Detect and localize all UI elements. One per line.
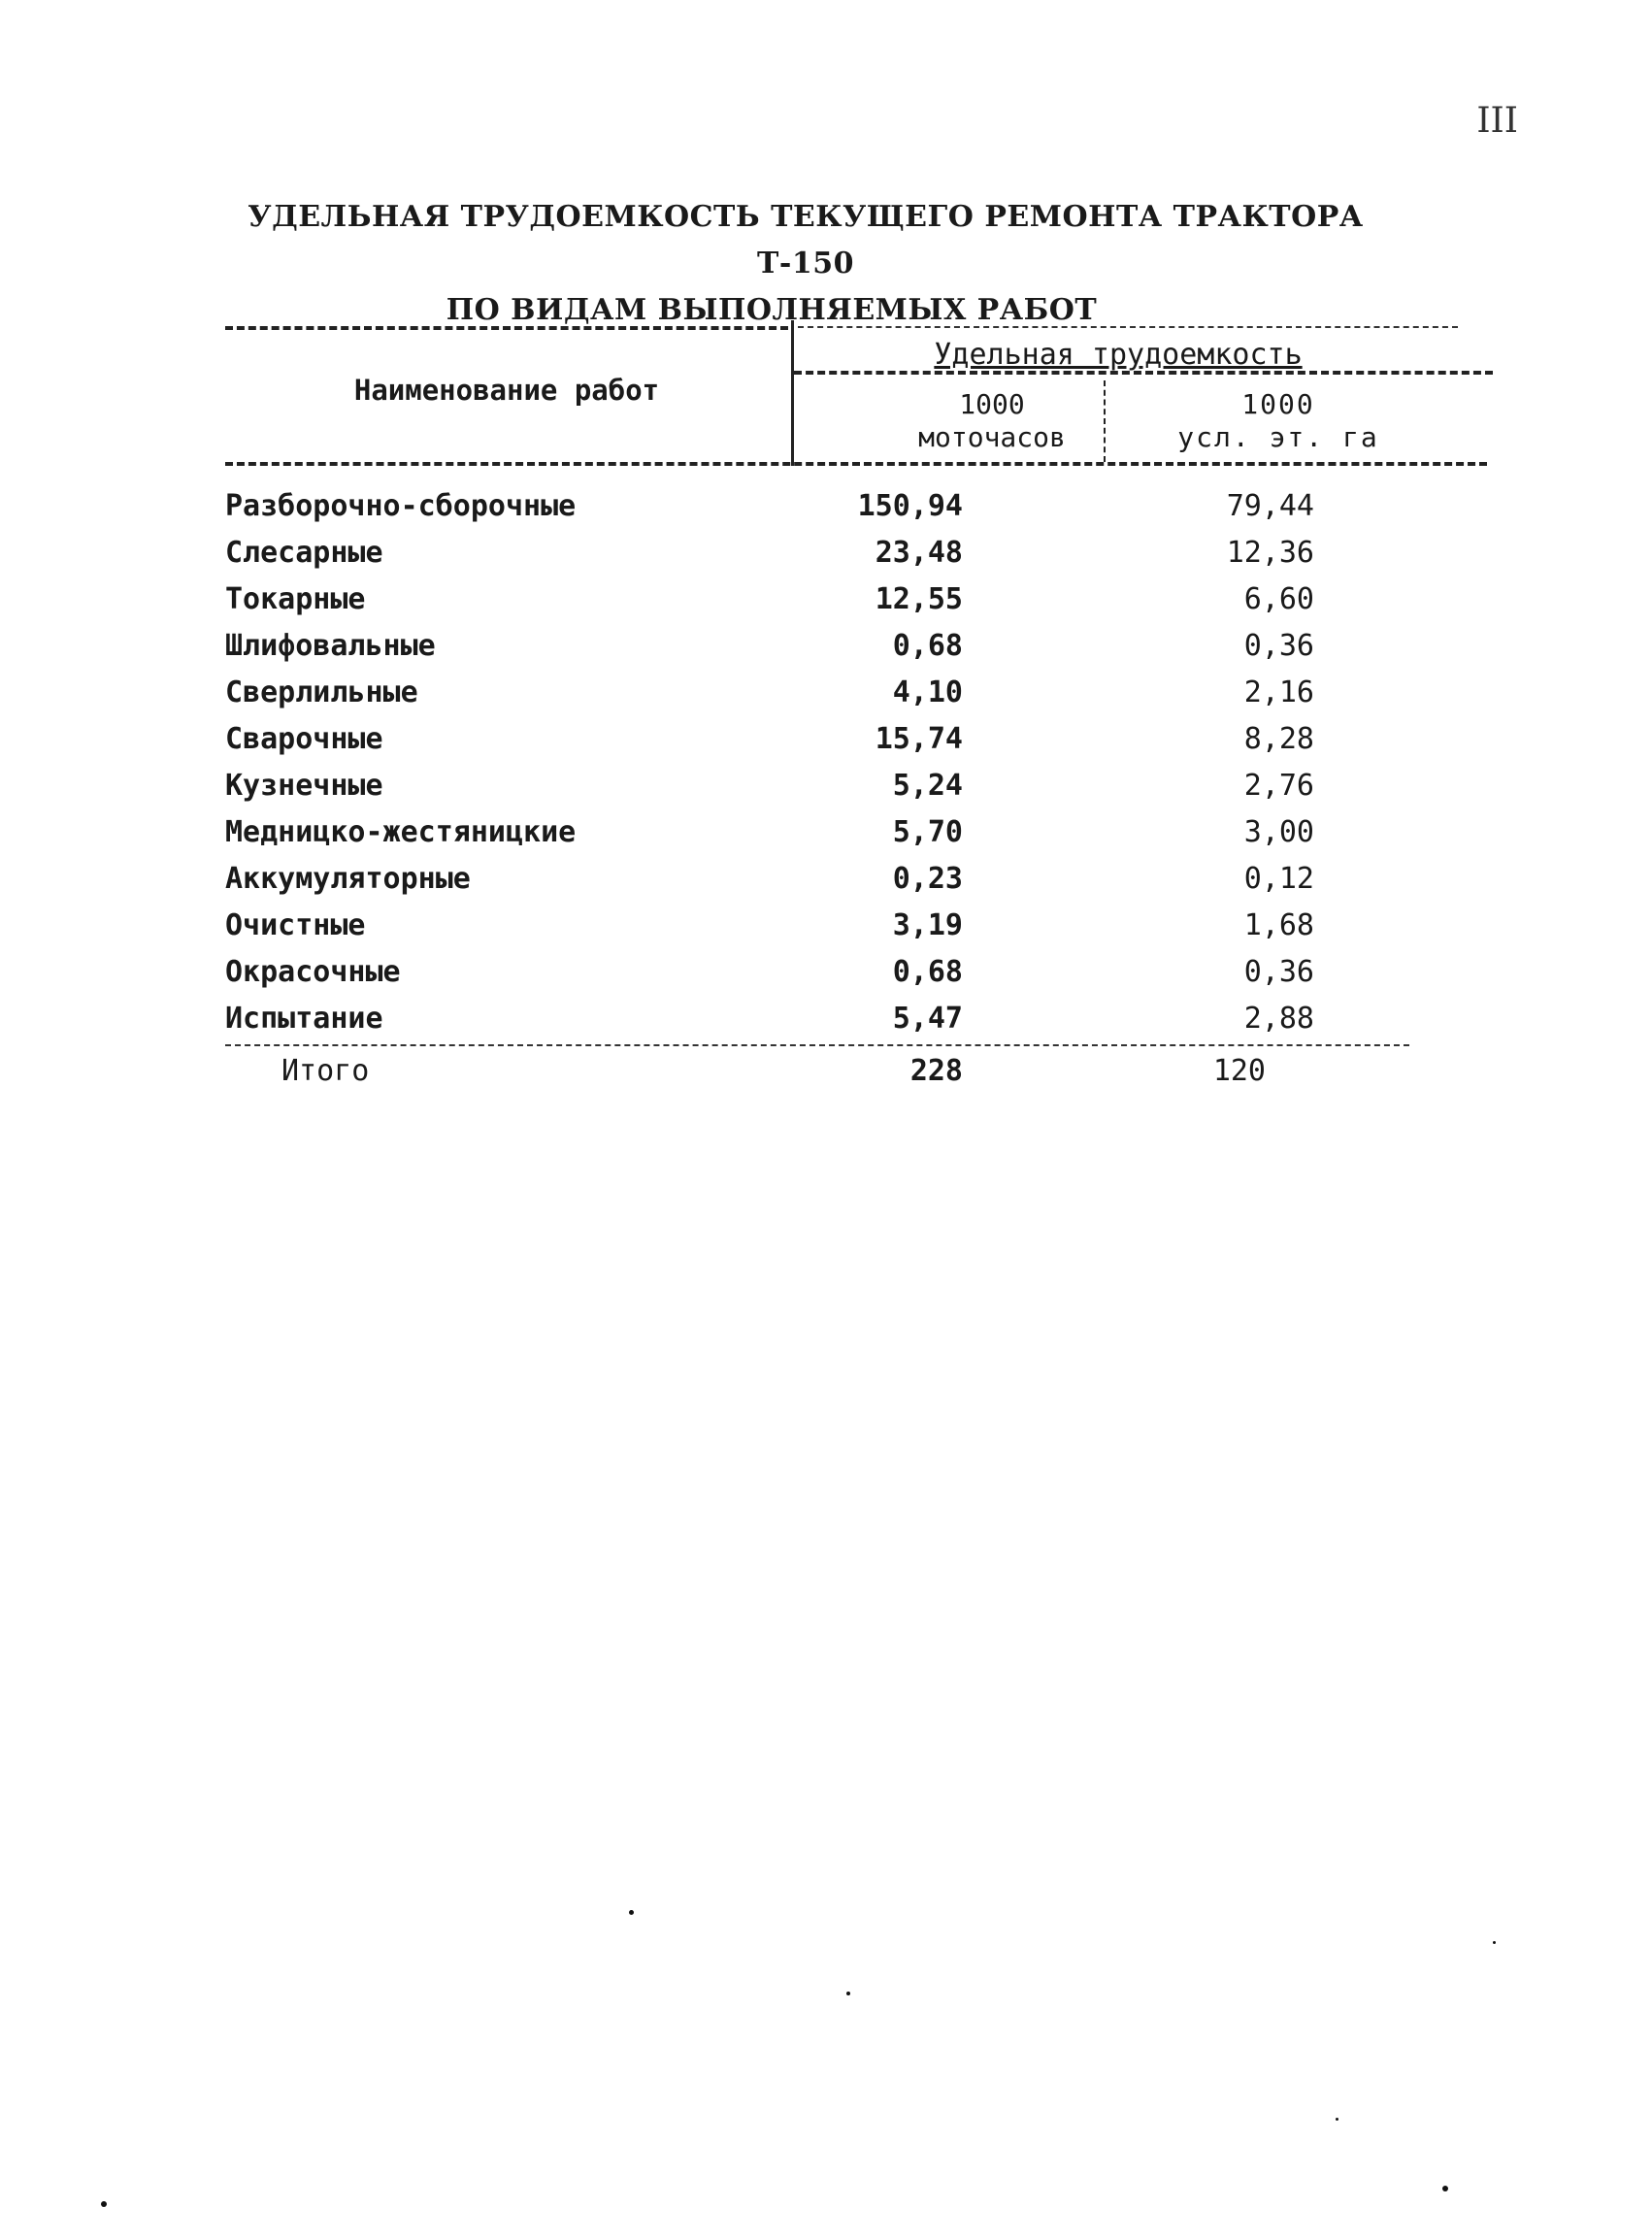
header-col1-line2: моточасов bbox=[918, 421, 1066, 453]
header-column-divider bbox=[791, 320, 794, 466]
total-label: Итого bbox=[281, 1054, 370, 1088]
work-name: Испытание bbox=[225, 1002, 383, 1036]
header-top-rule-left bbox=[225, 326, 788, 330]
table-row bbox=[225, 763, 1487, 809]
scan-speck bbox=[846, 1992, 850, 1995]
scan-speck bbox=[101, 2201, 107, 2207]
scan-speck bbox=[1493, 1941, 1496, 1944]
header-col-motohours bbox=[837, 388, 1147, 454]
table-row bbox=[225, 716, 1487, 763]
value-motohours: 23,48 bbox=[875, 536, 963, 570]
value-hectares: 3,00 bbox=[1243, 815, 1314, 849]
table-row bbox=[225, 530, 1487, 576]
scan-speck bbox=[1442, 2186, 1448, 2191]
work-name: Токарные bbox=[225, 582, 366, 616]
value-hectares: 2,16 bbox=[1243, 675, 1314, 709]
title-line-1: УДЕЛЬНАЯ ТРУДОЕМКОСТЬ ТЕКУЩЕГО РЕМОНТА ТРАКТОРА Т-150 bbox=[248, 200, 1364, 280]
value-motohours: 5,24 bbox=[892, 769, 963, 803]
table-row bbox=[225, 623, 1487, 670]
header-col2-line1: 1000 bbox=[1241, 388, 1315, 420]
value-motohours: 0,23 bbox=[892, 862, 963, 896]
work-name: Медницко-жестяницкие bbox=[225, 815, 577, 849]
table-row bbox=[225, 483, 1487, 530]
value-motohours: 5,70 bbox=[892, 815, 963, 849]
header-col-hectares bbox=[1128, 388, 1429, 454]
value-hectares: 1,68 bbox=[1243, 908, 1314, 942]
value-hectares: 0,12 bbox=[1243, 862, 1314, 896]
value-motohours: 3,19 bbox=[892, 908, 963, 942]
table-row bbox=[225, 576, 1487, 623]
work-name: Шлифовальные bbox=[225, 629, 436, 663]
value-motohours: 15,74 bbox=[875, 722, 963, 756]
title-line-2: ПО ВИДАМ ВЫПОЛНЯЕМЫХ РАБОТ bbox=[446, 293, 1098, 327]
value-hectares: 0,36 bbox=[1243, 955, 1314, 989]
value-hectares: 2,76 bbox=[1243, 769, 1314, 803]
value-motohours: 0,68 bbox=[892, 629, 963, 663]
document-title bbox=[223, 194, 1388, 334]
table-row bbox=[225, 809, 1487, 856]
value-hectares: 2,88 bbox=[1243, 1002, 1314, 1036]
table-body bbox=[225, 483, 1487, 1042]
value-motohours: 12,55 bbox=[875, 582, 963, 616]
total-rule bbox=[225, 1044, 1409, 1046]
table-row bbox=[225, 670, 1487, 716]
value-hectares: 8,28 bbox=[1243, 722, 1314, 756]
header-top-rule-right bbox=[798, 326, 1458, 328]
work-name: Слесарные bbox=[225, 536, 383, 570]
header-group-label: Удельная трудоемкость bbox=[934, 338, 1303, 372]
work-name: Разборочно-сборочные bbox=[225, 489, 577, 523]
work-name: Окрасочные bbox=[225, 955, 401, 989]
value-hectares: 12,36 bbox=[1226, 536, 1314, 570]
header-work-name: Наименование работ bbox=[353, 374, 660, 407]
work-name: Очистные bbox=[225, 908, 366, 942]
work-name: Сварочные bbox=[225, 722, 383, 756]
total-hectares: 120 bbox=[1212, 1054, 1266, 1088]
table-row bbox=[225, 949, 1487, 996]
value-hectares: 6,60 bbox=[1243, 582, 1314, 616]
value-motohours: 0,68 bbox=[892, 955, 963, 989]
total-motohours: 228 bbox=[909, 1054, 963, 1088]
work-name: Сверлильные bbox=[225, 675, 418, 709]
header-col1-line1: 1000 bbox=[959, 388, 1025, 420]
value-motohours: 150,94 bbox=[857, 489, 963, 523]
work-name: Аккумуляторные bbox=[225, 862, 471, 896]
value-hectares: 0,36 bbox=[1243, 629, 1314, 663]
header-col2-line2: усл. эт. га bbox=[1177, 421, 1379, 453]
header-bottom-rule bbox=[225, 462, 1487, 466]
value-hectares: 79,44 bbox=[1226, 489, 1314, 523]
table-row bbox=[225, 856, 1487, 903]
scan-speck bbox=[629, 1910, 634, 1915]
table-row bbox=[225, 903, 1487, 949]
work-name: Кузнечные bbox=[225, 769, 383, 803]
value-motohours: 4,10 bbox=[892, 675, 963, 709]
value-motohours: 5,47 bbox=[892, 1002, 963, 1036]
page-number: III bbox=[1476, 101, 1518, 141]
table-row bbox=[225, 996, 1487, 1042]
scan-speck bbox=[1336, 2118, 1338, 2121]
total-row bbox=[225, 1048, 1487, 1095]
